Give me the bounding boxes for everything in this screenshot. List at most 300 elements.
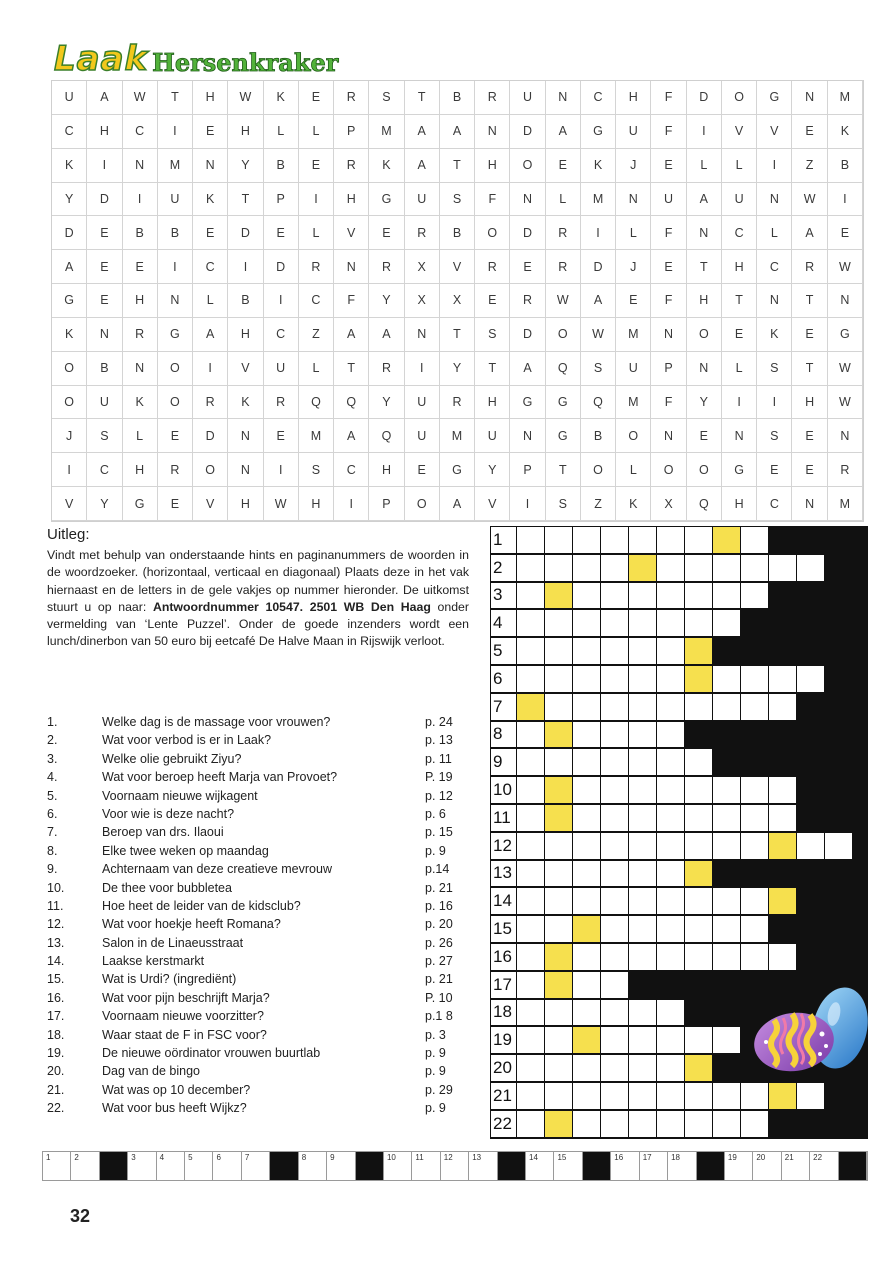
crossword-cell[interactable]	[601, 638, 628, 664]
crossword-yellow-cell[interactable]	[629, 555, 656, 581]
crossword-cell[interactable]	[573, 888, 600, 914]
crossword-yellow-cell[interactable]	[685, 1055, 712, 1081]
answer-separator	[356, 1152, 384, 1180]
crossword-cell[interactable]	[629, 527, 656, 553]
question-text: Wat voor verbod is er in Laak?	[102, 733, 272, 748]
crossword-cell[interactable]	[573, 1000, 600, 1026]
word-search-cell: U	[475, 419, 510, 453]
word-search-cell: Z	[792, 149, 827, 183]
word-search-cell: E	[405, 453, 440, 487]
crossword-cell[interactable]	[685, 1083, 712, 1109]
crossword-cell[interactable]	[601, 1083, 628, 1109]
crossword-cell[interactable]	[713, 583, 740, 609]
crossword-cell[interactable]	[657, 722, 684, 748]
crossword-cell[interactable]	[769, 666, 796, 692]
crossword-cell[interactable]	[741, 583, 768, 609]
crossword-cell[interactable]	[741, 944, 768, 970]
crossword-cell[interactable]	[601, 888, 628, 914]
crossword-cell[interactable]	[657, 1000, 684, 1026]
crossword-cell[interactable]	[573, 722, 600, 748]
question-item	[47, 1044, 467, 1062]
crossword-cell[interactable]	[517, 833, 544, 859]
word-search-cell: A	[334, 318, 369, 352]
crossword-cell[interactable]	[657, 833, 684, 859]
word-search-cell: N	[405, 318, 440, 352]
crossword-cell[interactable]	[545, 638, 572, 664]
crossword-cell[interactable]	[685, 833, 712, 859]
crossword-cell[interactable]	[797, 833, 824, 859]
crossword-cell[interactable]	[545, 1055, 572, 1081]
word-search-cell: A	[52, 250, 87, 284]
crossword-cell[interactable]	[517, 777, 544, 803]
crossword-cell[interactable]	[629, 1111, 656, 1137]
word-search-cell: C	[757, 250, 792, 284]
crossword-cell[interactable]	[629, 1000, 656, 1026]
word-search-cell: L	[757, 216, 792, 250]
word-search-cell: R	[264, 386, 299, 420]
word-search-cell: T	[228, 183, 263, 217]
word-search-cell: O	[687, 318, 722, 352]
crossword-cell[interactable]	[573, 527, 600, 553]
crossword-cell[interactable]	[601, 972, 628, 998]
crossword-cell[interactable]	[629, 749, 656, 775]
word-search-cell: M	[440, 419, 475, 453]
crossword-cell[interactable]	[741, 1111, 768, 1137]
word-search-cell: F	[651, 115, 686, 149]
question-text: Voornaam nieuwe voorzitter?	[102, 1009, 264, 1024]
crossword-cell[interactable]	[545, 861, 572, 887]
crossword-cell[interactable]	[573, 1111, 600, 1137]
word-search-cell: D	[52, 216, 87, 250]
crossword-cell[interactable]	[517, 749, 544, 775]
crossword-cell[interactable]	[545, 888, 572, 914]
answer-cell[interactable]	[128, 1152, 156, 1180]
crossword-cell[interactable]	[657, 1111, 684, 1137]
answer-cell[interactable]	[299, 1152, 327, 1180]
crossword-cell[interactable]	[713, 777, 740, 803]
crossword-cell[interactable]	[573, 805, 600, 831]
crossword-cell[interactable]	[517, 916, 544, 942]
crossword-yellow-cell[interactable]	[545, 805, 572, 831]
crossword-cell[interactable]	[573, 610, 600, 636]
crossword-cell[interactable]	[657, 888, 684, 914]
crossword-yellow-cell[interactable]	[769, 833, 796, 859]
crossword-cell[interactable]	[545, 527, 572, 553]
question-text: Wat voor pijn beschrijft Marja?	[102, 990, 270, 1005]
crossword-cell[interactable]	[545, 749, 572, 775]
crossword-cell[interactable]	[573, 833, 600, 859]
word-search-cell: L	[123, 419, 158, 453]
crossword-cell[interactable]	[741, 555, 768, 581]
crossword-cell[interactable]	[685, 1027, 712, 1053]
answer-bar	[42, 1151, 868, 1181]
crossword-cell[interactable]	[629, 610, 656, 636]
word-search-cell: G	[546, 386, 581, 420]
crossword-cell[interactable]	[685, 583, 712, 609]
crossword-cell[interactable]	[573, 666, 600, 692]
crossword-cell[interactable]	[713, 666, 740, 692]
crossword-row	[490, 860, 868, 888]
answer-cell[interactable]	[782, 1152, 810, 1180]
crossword-cell[interactable]	[657, 944, 684, 970]
answer-cell[interactable]	[668, 1152, 696, 1180]
crossword-cell[interactable]	[657, 527, 684, 553]
word-search-cell: U	[722, 183, 757, 217]
crossword-cell[interactable]	[685, 527, 712, 553]
answer-cell[interactable]	[157, 1152, 185, 1180]
answer-cell[interactable]	[185, 1152, 213, 1180]
crossword-cell[interactable]	[797, 1083, 824, 1109]
crossword-cell[interactable]	[685, 888, 712, 914]
word-search-cell: V	[334, 216, 369, 250]
word-search-cell: B	[87, 352, 122, 386]
crossword-cell[interactable]	[713, 1027, 740, 1053]
crossword-cell[interactable]	[657, 610, 684, 636]
word-search-cell: S	[369, 81, 404, 115]
crossword-cell[interactable]	[573, 777, 600, 803]
word-search-cell: N	[193, 149, 228, 183]
answer-cell[interactable]	[611, 1152, 639, 1180]
crossword-cell[interactable]	[629, 583, 656, 609]
crossword-cell[interactable]	[601, 833, 628, 859]
crossword-yellow-cell[interactable]	[685, 638, 712, 664]
answer-separator	[583, 1152, 611, 1180]
crossword-cell[interactable]	[741, 666, 768, 692]
crossword-cell[interactable]	[517, 666, 544, 692]
word-search-cell: I	[52, 453, 87, 487]
crossword-cell[interactable]	[601, 610, 628, 636]
crossword-cell[interactable]	[713, 694, 740, 720]
word-search-cell: K	[828, 115, 863, 149]
crossword-cell[interactable]	[517, 1083, 544, 1109]
word-search-cell: T	[158, 81, 193, 115]
crossword-cell[interactable]	[573, 638, 600, 664]
crossword-cell[interactable]	[657, 1055, 684, 1081]
crossword-cell[interactable]	[657, 555, 684, 581]
crossword-cell[interactable]	[741, 777, 768, 803]
crossword-cell[interactable]	[629, 1055, 656, 1081]
crossword-cell[interactable]	[517, 805, 544, 831]
question-text: Wat voor hoekje heeft Romana?	[102, 917, 281, 932]
crossword-cell[interactable]	[545, 916, 572, 942]
crossword-cell[interactable]	[517, 1055, 544, 1081]
word-search-cell: D	[687, 81, 722, 115]
crossword-cell[interactable]	[629, 1027, 656, 1053]
crossword-cell[interactable]	[517, 1027, 544, 1053]
word-search-cell: I	[264, 453, 299, 487]
answer-cell[interactable]	[242, 1152, 270, 1180]
crossword-yellow-cell[interactable]	[545, 583, 572, 609]
crossword-yellow-cell[interactable]	[769, 888, 796, 914]
crossword-cell[interactable]	[657, 1083, 684, 1109]
crossword-yellow-cell[interactable]	[713, 527, 740, 553]
crossword-cell[interactable]	[517, 888, 544, 914]
answer-cell-number: 2	[74, 1153, 79, 1162]
question-item	[47, 1081, 467, 1099]
word-search-cell: I	[158, 250, 193, 284]
crossword-cell[interactable]	[517, 527, 544, 553]
crossword-cell[interactable]	[601, 694, 628, 720]
answer-cell[interactable]	[640, 1152, 668, 1180]
word-search-cell: R	[440, 386, 475, 420]
answer-separator	[100, 1152, 128, 1180]
word-search-cell: I	[264, 284, 299, 318]
question-item	[47, 989, 467, 1007]
crossword-cell[interactable]	[517, 861, 544, 887]
crossword-cell[interactable]	[741, 527, 768, 553]
answer-cell[interactable]	[725, 1152, 753, 1180]
answer-cell[interactable]	[43, 1152, 71, 1180]
word-search-cell: S	[87, 419, 122, 453]
answer-cell[interactable]	[469, 1152, 497, 1180]
crossword-cell[interactable]	[517, 555, 544, 581]
crossword-cell[interactable]	[713, 833, 740, 859]
crossword-cell[interactable]	[657, 805, 684, 831]
crossword-cell[interactable]	[685, 694, 712, 720]
answer-cell[interactable]	[384, 1152, 412, 1180]
crossword-cell[interactable]	[685, 555, 712, 581]
crossword-yellow-cell[interactable]	[573, 916, 600, 942]
crossword-cell[interactable]	[573, 555, 600, 581]
crossword-cell[interactable]	[573, 694, 600, 720]
crossword-cell[interactable]	[573, 749, 600, 775]
crossword-cell[interactable]	[545, 1027, 572, 1053]
crossword-cell[interactable]	[741, 694, 768, 720]
answer-cell[interactable]	[441, 1152, 469, 1180]
question-page: p. 11	[425, 751, 452, 766]
crossword-cell[interactable]	[601, 555, 628, 581]
question-text: De thee voor bubbletea	[102, 880, 232, 895]
crossword-cell[interactable]	[713, 1111, 740, 1137]
crossword-cell[interactable]	[629, 861, 656, 887]
crossword-yellow-cell[interactable]	[769, 1083, 796, 1109]
crossword-yellow-cell[interactable]	[545, 944, 572, 970]
crossword-cell[interactable]	[713, 1083, 740, 1109]
crossword-yellow-cell[interactable]	[685, 861, 712, 887]
crossword-cell[interactable]	[629, 888, 656, 914]
crossword-cell[interactable]	[545, 833, 572, 859]
word-search-cell: H	[687, 284, 722, 318]
crossword-cell[interactable]	[629, 1083, 656, 1109]
crossword-cell[interactable]	[769, 944, 796, 970]
crossword-cell[interactable]	[573, 1055, 600, 1081]
crossword-cell[interactable]	[657, 583, 684, 609]
crossword-cell[interactable]	[741, 1083, 768, 1109]
crossword-row	[490, 665, 868, 693]
answer-cell[interactable]	[412, 1152, 440, 1180]
crossword-cell[interactable]	[629, 666, 656, 692]
crossword-cell[interactable]	[769, 555, 796, 581]
crossword-row-number: 15	[491, 916, 516, 942]
crossword-cell[interactable]	[545, 610, 572, 636]
crossword-row-number: 13	[491, 861, 516, 887]
crossword-yellow-cell[interactable]	[545, 777, 572, 803]
crossword-cell[interactable]	[657, 1027, 684, 1053]
crossword-cell[interactable]	[517, 583, 544, 609]
crossword-cell[interactable]	[713, 555, 740, 581]
answer-separator	[498, 1152, 526, 1180]
crossword-cell[interactable]	[629, 944, 656, 970]
word-search-cell: A	[510, 352, 545, 386]
crossword-cell[interactable]	[629, 833, 656, 859]
crossword-cell[interactable]	[685, 944, 712, 970]
crossword-cell[interactable]	[517, 1000, 544, 1026]
crossword-cell[interactable]	[545, 555, 572, 581]
word-search-cell: A	[440, 487, 475, 521]
crossword-cell[interactable]	[657, 694, 684, 720]
answer-cell-number: 19	[727, 1153, 737, 1162]
word-search-cell: L	[299, 352, 334, 386]
crossword-cell[interactable]	[545, 1083, 572, 1109]
crossword-cell[interactable]	[601, 527, 628, 553]
crossword-yellow-cell[interactable]	[545, 972, 572, 998]
crossword-cell[interactable]	[517, 1111, 544, 1137]
crossword-cell[interactable]	[713, 610, 740, 636]
crossword-cell[interactable]	[657, 666, 684, 692]
word-search-cell: E	[687, 419, 722, 453]
crossword-cell[interactable]	[741, 916, 768, 942]
crossword-cell[interactable]	[601, 861, 628, 887]
crossword-cell[interactable]	[797, 555, 824, 581]
crossword-cell[interactable]	[545, 694, 572, 720]
word-search-cell: D	[264, 250, 299, 284]
word-search-cell: A	[440, 115, 475, 149]
question-number: 4.	[47, 770, 58, 785]
crossword-cell[interactable]	[685, 610, 712, 636]
crossword-cell[interactable]	[601, 722, 628, 748]
crossword-cell[interactable]	[657, 861, 684, 887]
crossword-cell[interactable]	[517, 638, 544, 664]
crossword-cell[interactable]	[629, 722, 656, 748]
crossword-cell[interactable]	[573, 972, 600, 998]
word-search-cell: B	[828, 149, 863, 183]
answer-cell[interactable]	[810, 1152, 838, 1180]
crossword-cell[interactable]	[713, 805, 740, 831]
crossword-cell[interactable]	[601, 1000, 628, 1026]
crossword-cell[interactable]	[769, 805, 796, 831]
crossword-yellow-cell[interactable]	[517, 694, 544, 720]
answer-cell[interactable]	[753, 1152, 781, 1180]
question-page: p. 21	[425, 972, 453, 987]
crossword-cell[interactable]	[657, 777, 684, 803]
crossword-cell[interactable]	[797, 666, 824, 692]
crossword-cell[interactable]	[629, 916, 656, 942]
crossword-cell[interactable]	[573, 861, 600, 887]
crossword-yellow-cell[interactable]	[545, 722, 572, 748]
question-number: 8.	[47, 843, 58, 858]
crossword-yellow-cell[interactable]	[573, 1027, 600, 1053]
crossword-cell[interactable]	[517, 972, 544, 998]
crossword-cell[interactable]	[573, 1083, 600, 1109]
crossword-cell[interactable]	[629, 777, 656, 803]
crossword-cell[interactable]	[629, 694, 656, 720]
word-search-cell: I	[757, 386, 792, 420]
answer-cell-number: 16	[614, 1153, 624, 1162]
question-item	[47, 842, 467, 860]
answer-cell[interactable]	[554, 1152, 582, 1180]
answer-separator	[270, 1152, 298, 1180]
word-search-cell: K	[193, 183, 228, 217]
crossword-cell[interactable]	[601, 1111, 628, 1137]
crossword-yellow-cell[interactable]	[545, 1111, 572, 1137]
question-text: Wat voor bus heeft Wijkz?	[102, 1101, 247, 1116]
word-search-cell: J	[52, 419, 87, 453]
crossword-cell[interactable]	[741, 888, 768, 914]
crossword-cell[interactable]	[685, 777, 712, 803]
crossword-cell[interactable]	[517, 722, 544, 748]
crossword-cell[interactable]	[713, 916, 740, 942]
answer-cell[interactable]	[71, 1152, 99, 1180]
crossword-cell[interactable]	[545, 1000, 572, 1026]
crossword-cell[interactable]	[741, 833, 768, 859]
crossword-cell[interactable]	[741, 805, 768, 831]
crossword-cell[interactable]	[825, 833, 852, 859]
crossword-cell[interactable]	[517, 944, 544, 970]
crossword-cell[interactable]	[685, 749, 712, 775]
crossword-cell[interactable]	[601, 1055, 628, 1081]
crossword-cell[interactable]	[517, 610, 544, 636]
word-search-cell: P	[334, 115, 369, 149]
crossword-cell[interactable]	[601, 777, 628, 803]
crossword-cell[interactable]	[601, 944, 628, 970]
answer-cell-number: 8	[301, 1153, 307, 1162]
answer-cell[interactable]	[327, 1152, 355, 1180]
question-text: Wat is Urdi? (ingrediënt)	[102, 972, 237, 987]
crossword-cell[interactable]	[713, 888, 740, 914]
crossword-cell[interactable]	[629, 805, 656, 831]
word-search-cell: R	[510, 284, 545, 318]
word-search-cell: N	[651, 419, 686, 453]
crossword-cell[interactable]	[657, 916, 684, 942]
question-number: 10.	[47, 880, 65, 895]
crossword-cell[interactable]	[601, 1027, 628, 1053]
word-search-cell: R	[123, 318, 158, 352]
crossword-cell[interactable]	[601, 666, 628, 692]
crossword-cell[interactable]	[657, 749, 684, 775]
word-search-cell: S	[440, 183, 475, 217]
crossword-yellow-cell[interactable]	[685, 666, 712, 692]
question-number: 5.	[47, 788, 58, 803]
crossword-cell[interactable]	[685, 916, 712, 942]
crossword-cell[interactable]	[657, 638, 684, 664]
word-search-cell: M	[158, 149, 193, 183]
crossword-cell[interactable]	[629, 638, 656, 664]
word-search-cell: N	[651, 318, 686, 352]
crossword-cell[interactable]	[573, 583, 600, 609]
crossword-cell[interactable]	[573, 944, 600, 970]
crossword-cell[interactable]	[769, 694, 796, 720]
word-search-cell: Z	[299, 318, 334, 352]
word-search-cell: E	[193, 216, 228, 250]
word-search-cell: S	[757, 419, 792, 453]
logo	[54, 38, 338, 78]
crossword-cell[interactable]	[601, 749, 628, 775]
crossword-cell[interactable]	[685, 1111, 712, 1137]
crossword-cell[interactable]	[769, 777, 796, 803]
word-search-cell: K	[123, 386, 158, 420]
crossword-cell[interactable]	[685, 805, 712, 831]
answer-cell[interactable]	[526, 1152, 554, 1180]
crossword-cell[interactable]	[601, 916, 628, 942]
crossword-cell[interactable]	[545, 666, 572, 692]
crossword-cell[interactable]	[601, 805, 628, 831]
question-item	[47, 915, 467, 933]
crossword-cell[interactable]	[713, 944, 740, 970]
answer-cell[interactable]	[213, 1152, 241, 1180]
answer-cell-number: 22	[813, 1153, 823, 1162]
word-search-cell: L	[722, 352, 757, 386]
crossword-cell[interactable]	[601, 583, 628, 609]
